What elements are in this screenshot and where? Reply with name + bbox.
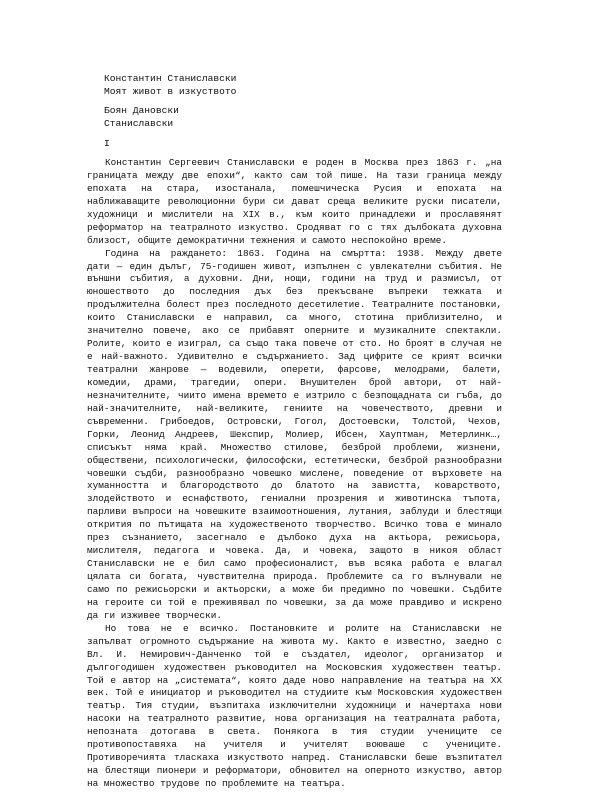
text-line: наближаващите революционни бури си дават среща великите руски писатели, [87, 195, 502, 207]
text-line: Константин Сергеевич Станиславски е роден в Москва през 1863 г. „на [105, 157, 502, 168]
text-line: през съзнанието, засегнало е дълбоко духа на актьора, режисьора, [87, 532, 502, 544]
text-line: на множество трудове по проблемите на театъра. [87, 778, 346, 789]
text-line: обществени, психологически, философски, естетически, безброй разнообразни [87, 454, 502, 466]
text-line: Но това не е всичко. Постановките и ролите на Станиславски не [105, 622, 502, 634]
text-line: век. Той е инициатор и ръководител на студиите към Московския художествен [87, 687, 502, 699]
text-line: театрални жанрове — водевили, оперети, фарсове, мелодрами, балети, [87, 364, 502, 375]
text-line: близост, общите демократични тежнения и самото неспокойно време. [87, 234, 448, 246]
text-line: най-значителните, най-великите, гениите на човечеството, древни и [87, 402, 502, 414]
text-line: значително повече, ако се прибавят оперните и музикалните спектакли. [87, 325, 502, 337]
essay-author: Боян Дановски [104, 105, 179, 116]
text-line: юношеството до последния дъх без прекъсване въпреки тежката и [87, 286, 502, 298]
text-line: мислителя, педагога и човека. Да, и човека, защото в никоя област [87, 545, 502, 557]
text-line: човешки съдби, разнообразно човешко мислене, поведение от върховете на [87, 467, 502, 479]
text-line: Горки, Леонид Андреев, Шекспир, Молиер, Ибсен, Хауптман, Метерлинк…, [87, 428, 502, 440]
text-line: непозната дотогава в света. Понякога в тия студии учениците се [87, 726, 502, 738]
text-line: противопоставяха на учителя и учителят воюваше с учениците. [87, 739, 502, 751]
paragraph [87, 623, 502, 791]
text-line: Година на раждането: 1863. Година на смъртта: 1938. Между двете [105, 247, 502, 259]
text-line: на блестящи пионери и реформатори, обновител на оперното изкуство, автор [87, 765, 502, 777]
text-line: Противоречията тласкаха изкуството напред. Станиславски беше възпитател [87, 752, 502, 764]
text-line: само по режисьорски и актьорски, а може би предимно по човешки. Съдбите [87, 583, 502, 595]
text-line: които Станиславски е направил, са много, стотина приблизително, и [87, 312, 502, 324]
text-line: да ги изживее творчески. [87, 609, 223, 621]
text-line: външни събития, а духовни. Дни, нощи, години на труд и размисъл, от [87, 273, 502, 285]
text-line: незначителните, чиито имена времето е изтрило с безпощадната си гъба, до [87, 389, 502, 401]
paragraph [87, 248, 502, 623]
paragraph [87, 157, 502, 248]
book-title: Моят живот в изкуството [104, 86, 237, 97]
text-line: дългогодишен художествен ръководител на Московския художествен театър. [87, 661, 502, 673]
text-line: Вл. И. Немирович-Данченко той е създател, идеолог, организатор и [87, 648, 502, 660]
text-line: театър. Тия студии, възпитаха изключителни художници и начертаха нови [87, 700, 502, 712]
text-line: хуманността и благородството до блатото на завистта, коварството, [87, 480, 502, 492]
text-line: насоки на театралното развитие, нова организация на театралната работа, [87, 713, 502, 725]
document-body [87, 157, 502, 791]
chapter-number: I [104, 138, 110, 149]
book-author: Константин Станиславски [104, 73, 237, 84]
text-line: дати — един дълъг, 75-годишен живот, изпълнен с увлекателни събития. Не [87, 260, 502, 272]
text-line: продължителна болест през последното десетилетие. Театралните постановки, [87, 299, 502, 311]
text-line: художници и мислители на XIX в., към които принадлежи и прославянят [87, 208, 502, 220]
text-line: на героите си той е преживявал по човешки, за да може правдиво и искрено [87, 596, 502, 608]
text-line: Станиславски не е бил само професионалист, във всяка работа е влагал [87, 558, 502, 570]
text-line: Той е автор на „системата“, която даде ново направление на театъра на XX [87, 674, 502, 686]
essay-title: Станиславски [104, 118, 174, 129]
text-line: запълват огромното съдържание на живота му. Както е известно, заедно с [87, 635, 502, 647]
text-line: списъкът няма край. Множество стилове, безброй проблеми, жизнени, [87, 441, 502, 453]
text-line: парливи въпроси на човешките взаимоотношения, лутания, заблуди и блестящи [87, 506, 502, 518]
text-line: границата между две епохи“, както сам той пише. На тази граница между [87, 169, 502, 181]
text-line: епохата на стара, изостанала, помешчическа Русия и епохата на [87, 182, 502, 194]
text-line: открития по пътищата на художественото творчество. Всичко това е минало [87, 519, 502, 531]
text-line: Ролите, които е изиграл, са също така повече от сто. Но броят в случая не [87, 338, 502, 350]
text-line: комедии, драми, трагедии, опери. Внушителен брой автори, от най- [87, 376, 502, 388]
text-line: е най-важното. Удивително е съдържанието. Зад цифрите се крият всички [87, 351, 502, 363]
text-line: реформатор на театралното изкуство. Сродяват го с тях дълбоката духовна [87, 221, 502, 233]
text-line: цялата си богата, чувствителна природа. Проблемите са го вълнували не [87, 571, 502, 582]
text-line: злодейството и еснафството, гениални прозрения и животинска тъпота, [87, 493, 502, 505]
text-line: съвременни. Грибоедов, Островски, Гогол, Достоевски, Толстой, Чехов, [87, 415, 502, 427]
